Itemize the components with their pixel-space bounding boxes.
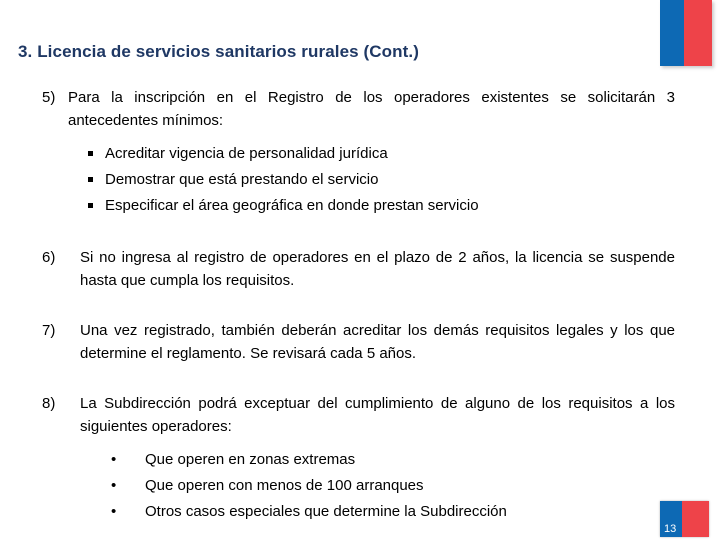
item-body [80,246,675,292]
item-text: Una vez registrado, también deberán acreditar los demás requisitos legales y los que determine el reglamento. Se revisará cada 5 años. [80,322,675,362]
sub-bullet-list [68,141,675,219]
list-item-6 [42,246,675,292]
item-body [80,319,675,365]
page-number: 13 [664,523,677,535]
footer-red-bar [682,501,709,537]
item-body [68,86,675,219]
chile-flag-icon [660,0,712,66]
item-number: 6) [42,249,56,266]
sub-bullet-list [80,447,675,525]
item-text: Si no ingresa al registro de operadores en el plazo de 2 años, la licencia se suspende hasta que cumpla los requisitos. [80,249,675,289]
bullet-item: Especificar el área geográfica en donde prestan servicio [68,193,675,219]
item-number: 8) [42,395,56,412]
bullet-item: • Otros casos especiales que determine la Subdirección [80,499,675,525]
item-number: 5) [42,89,56,106]
bullet-item: Acreditar vigencia de personalidad jurídica [68,141,675,167]
bullet-item: • Que operen con menos de 100 arranques [80,473,675,499]
bullet-item: Demostrar que está prestando el servicio [68,167,675,193]
item-body [80,392,675,525]
list-item-7 [42,319,675,365]
flag-red-bar [684,0,712,66]
footer-brand [660,501,709,537]
list-item-8 [42,392,675,525]
flag-blue-bar [660,0,684,66]
item-text: La Subdirección podrá exceptuar del cumplimiento de alguno de los requisitos a los siguientes operadores: [80,395,675,435]
item-text: Para la inscripción en el Registro de los operadores existentes se solicitarán 3 antecedentes mínimos: [68,89,675,129]
slide-content [42,86,675,540]
page-number-box [660,501,682,537]
item-number: 7) [42,322,56,339]
list-item-5 [42,86,675,219]
bullet-item: • Que operen en zonas extremas [80,447,675,473]
page-title: 3. Licencia de servicios sanitarios rurales (Cont.) [18,42,419,61]
